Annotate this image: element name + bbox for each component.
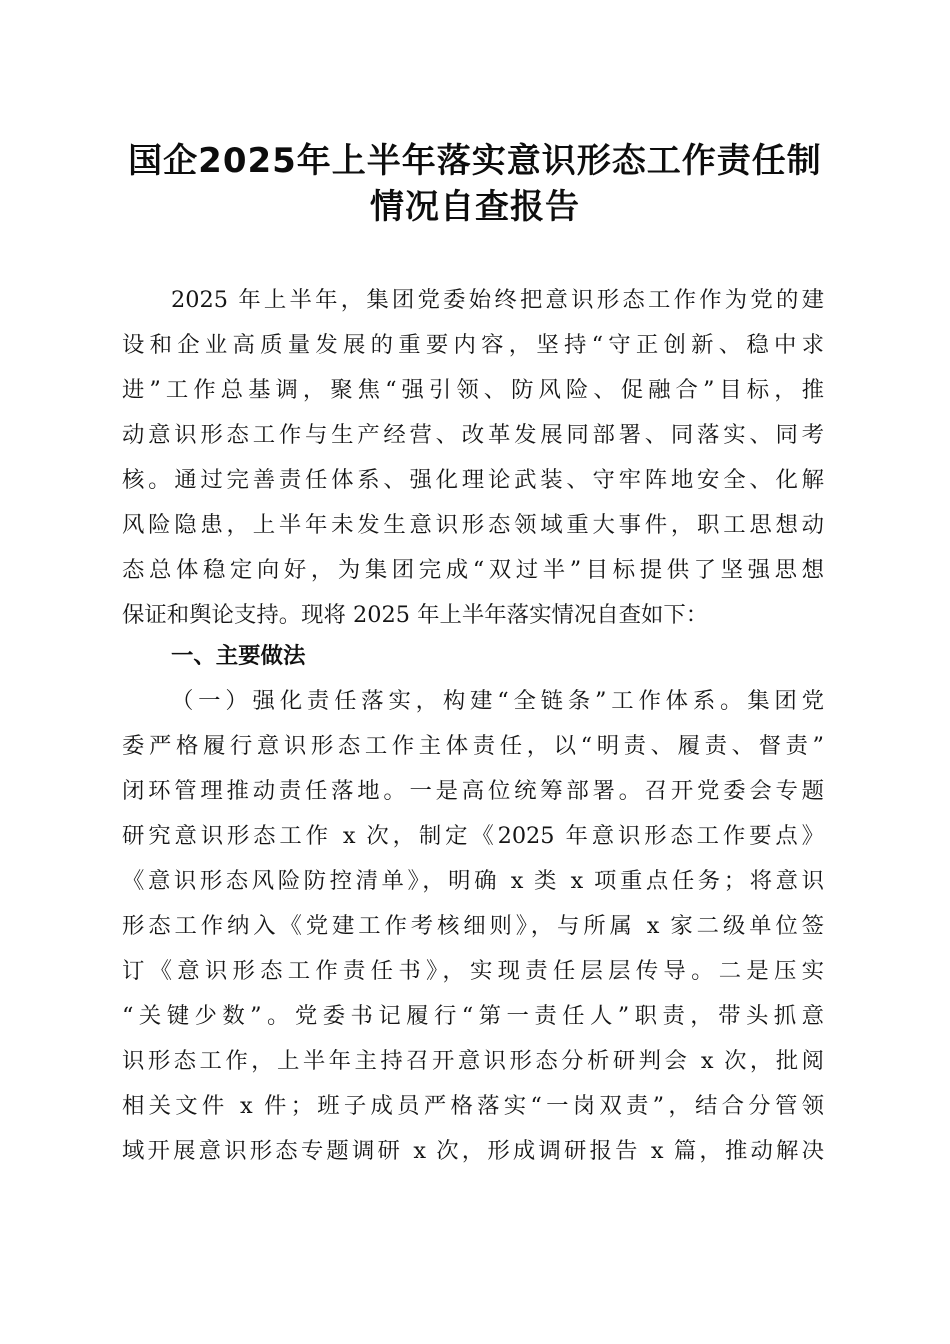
document-title-line-1: 国企2025年上半年落实意识形态工作责任制 bbox=[128, 141, 822, 181]
subsection-paragraph-line: 识形态工作，上半年主持召开意识形态分析研判会 x 次，批阅 bbox=[122, 1048, 824, 1074]
intro-paragraph-line: 进”工作总基调，聚焦“强引领、防风险、促融合”目标，推 bbox=[122, 377, 824, 403]
subsection-paragraph-line: 相关文件 x 件；班子成员严格落实“一岗双责”，结合分管领 bbox=[122, 1093, 824, 1119]
intro-paragraph-line: 核。通过完善责任体系、强化理论武装、守牢阵地安全、化解 bbox=[122, 467, 824, 493]
subsection-paragraph-line: “关键少数”。党委书记履行“第一责任人”职责，带头抓意 bbox=[122, 1003, 824, 1029]
intro-paragraph-line: 设和企业高质量发展的重要内容，坚持“守正创新、稳中求 bbox=[122, 332, 824, 358]
subsection-paragraph-line: 《意识形态风险防控清单》，明确 x 类 x 项重点任务；将意识 bbox=[122, 868, 824, 894]
subsection-paragraph-line: 研究意识形态工作 x 次，制定《2025 年意识形态工作要点》 bbox=[122, 823, 824, 849]
subsection-paragraph-line: 闭环管理推动责任落地。一是高位统筹部署。召开党委会专题 bbox=[122, 778, 824, 804]
subsection-paragraph-line: 订《意识形态工作责任书》，实现责任层层传导。二是压实 bbox=[122, 958, 824, 984]
intro-paragraph-line: 2025 年上半年，集团党委始终把意识形态工作作为党的建 bbox=[171, 287, 824, 313]
subsection-paragraph-line: 域开展意识形态专题调研 x 次，形成调研报告 x 篇，推动解决 bbox=[122, 1138, 824, 1164]
intro-paragraph-line: 动意识形态工作与生产经营、改革发展同部署、同落实、同考 bbox=[122, 422, 824, 448]
document-title-line-2: 情况自查报告 bbox=[370, 187, 580, 227]
subsection-paragraph-line: 委严格履行意识形态工作主体责任，以“明责、履责、督责” bbox=[122, 733, 824, 759]
intro-paragraph-line: 保证和舆论支持。现将 2025 年上半年落实情况自查如下： bbox=[122, 602, 709, 628]
intro-paragraph-line: 风险隐患，上半年未发生意识形态领域重大事件，职工思想动 bbox=[122, 512, 824, 538]
section-heading: 一、主要做法 bbox=[171, 643, 306, 669]
subsection-paragraph-line: （一）强化责任落实，构建“全链条”工作体系。集团党 bbox=[171, 688, 824, 714]
subsection-paragraph-line: 形态工作纳入《党建工作考核细则》，与所属 x 家二级单位签 bbox=[122, 913, 824, 939]
intro-paragraph-line: 态总体稳定向好，为集团完成“双过半”目标提供了坚强思想 bbox=[122, 557, 824, 583]
